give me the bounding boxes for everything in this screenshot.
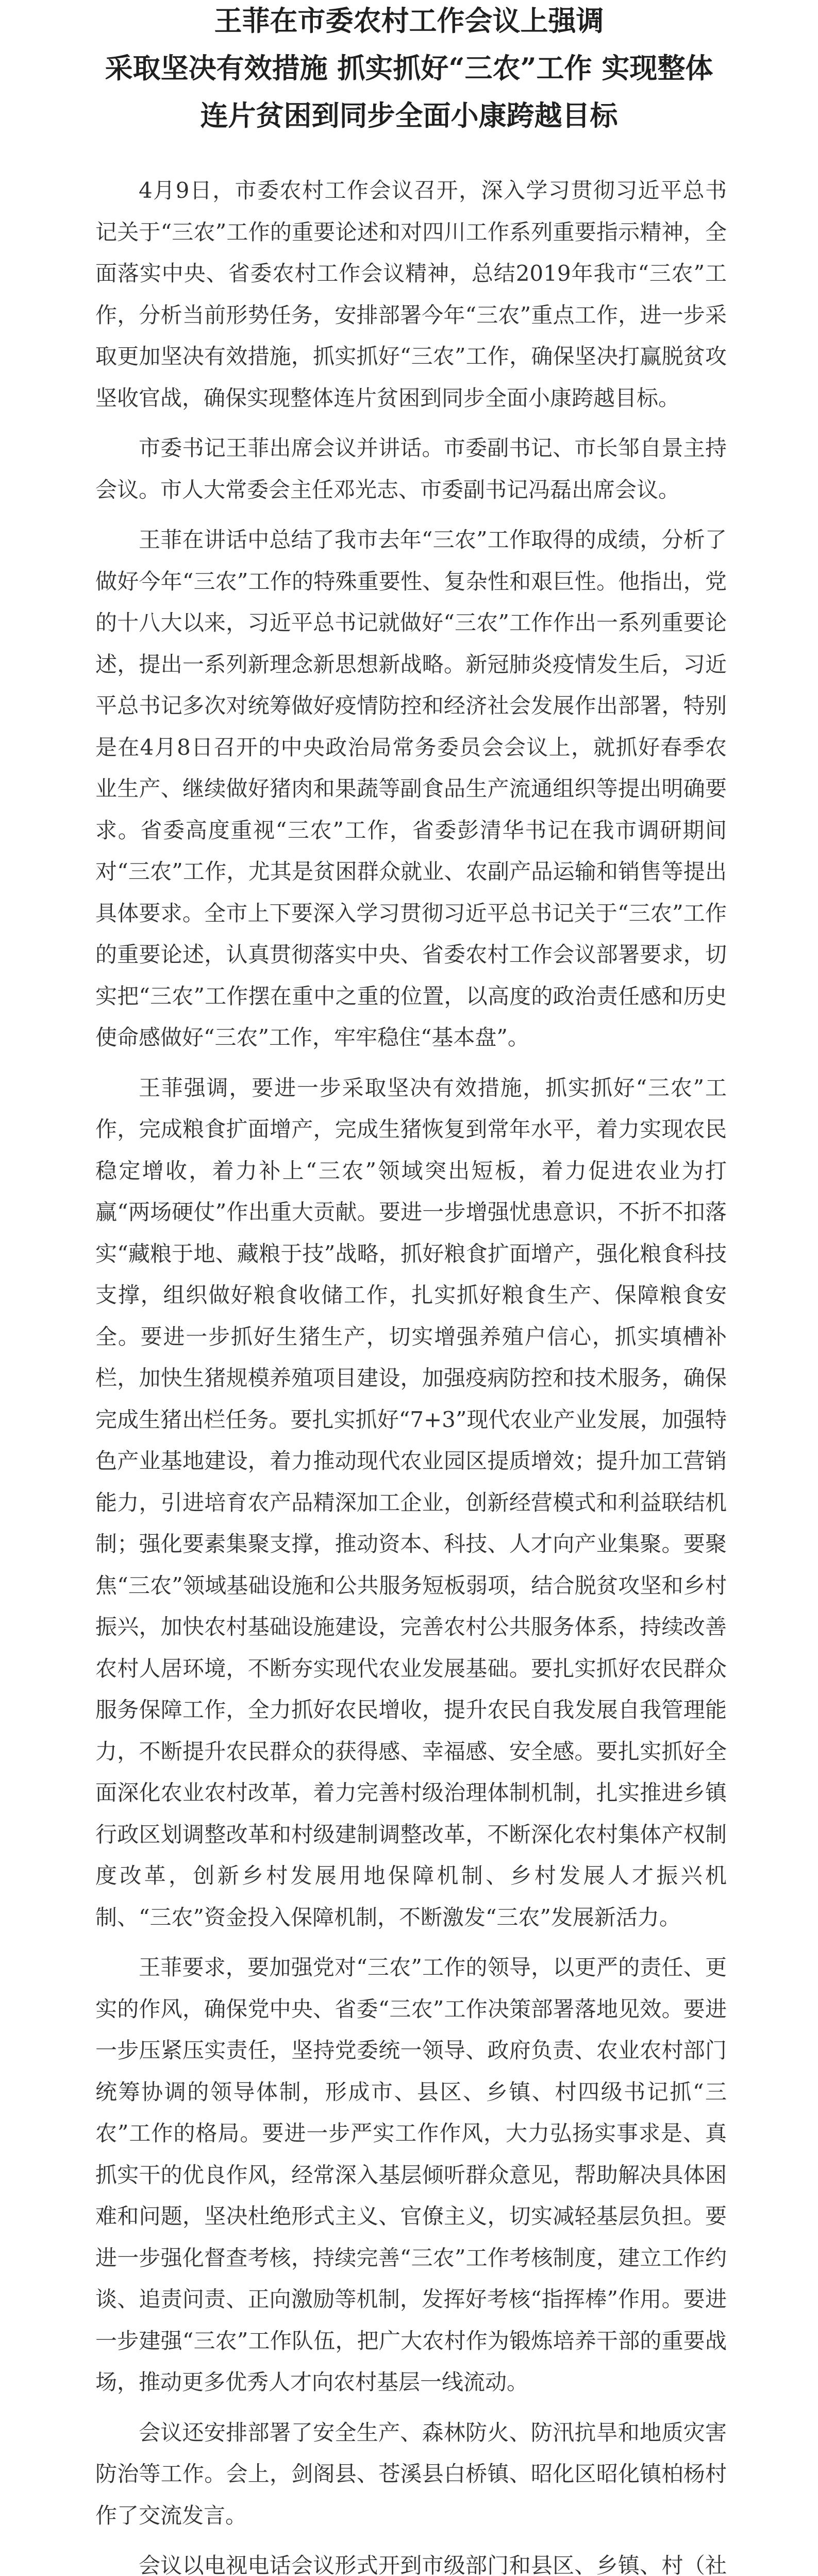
article-body bbox=[95, 170, 727, 2576]
paragraph-meeting-format: 会议以电视电话会议形式开到市级部门和县区、乡镇、村（社 bbox=[139, 2553, 727, 2576]
headline-line-3: 连片贫困到同步全面小康跨越目标 bbox=[200, 99, 618, 132]
paragraph-speech-summary: 王菲在讲话中总结了我市去年“三农”工作取得的成绩，分析了做好今年“三农”工作的特殊重要性、复杂性和艰巨性。他指出，党的十八大以来，习近平总书记就做好“三农”工作作出一系列重要论述，提出一系列新理念新思想新战略。新冠肺炎疫情发生后，习近平总书记多次对统筹做好疫情防控和经济社会发展作出部署，特别是在4月8日召开的中央政治局常务委员会会议上，就抓好春季农业生产、继续做好猪肉和果蔬等副食品生产流通组织等提出明确要求。省委高度重视“三农”工作，省委彭清华书记在我市调研期间对“三农”工作，尤其是贫困群众就业、农副产品运输和销售等提出具体要求。全市上下要深入学习贯彻习近平总书记关于“三农”工作的重要论述，认真贯彻落实中央、省委农村工作会议部署要求，切实把“三农”工作摆在重中之重的位置，以高度的政治责任感和历史使命感做好“三农”工作，牢牢稳住“基本盘”。 bbox=[95, 527, 727, 1050]
paragraph-attendees: 市委书记王菲出席会议并讲话。市委副书记、市长邹自景主持会议。市人大常委会主任邓光志、市委副书记冯磊出席会议。 bbox=[95, 435, 727, 502]
headline-line-2: 采取坚决有效措施 抓实抓好“三农”工作 实现整体 bbox=[105, 52, 713, 84]
paragraph-requirements: 王菲要求，要加强党对“三农”工作的领导，以更严的责任、更实的作风，确保党中央、省委“三农”工作决策部署落地见效。要进一步压紧压实责任，坚持党委统一领导、政府负责、农业农村部门统筹协调的领导体制，形成市、县区、乡镇、村四级书记抓“三农”工作的格局。要进一步严实工作作风，大力弘扬实事求是、真抓实干的优良作风，经常深入基层倾听群众意见，帮助解决具体困难和问题，坚决杜绝形式主义、官僚主义，切实减轻基层负担。要进一步强化督查考核，持续完善“三农”工作考核制度，建立工作约谈、追责问责、正向激励等机制，发挥好考核“指挥棒”作用。要进一步建强“三农”工作队伍，把广大农村作为锻炼培养干部的重要战场，推动更多优秀人才向农村基层一线流动。 bbox=[95, 1955, 727, 2395]
headline-line-1: 王菲在市委农村工作会议上强调 bbox=[214, 4, 604, 37]
paragraph-measures: 王菲强调，要进一步采取坚决有效措施，抓实抓好“三农”工作，完成粮食扩面增产，完成生猪恢复到常年水平，着力实现农民稳定增收，着力补上“三农”领域突出短板，着力促进农业为打赢“两场硬仗”作出重大贡献。要进一步增强忧患意识，不折不扣落实“藏粮于地、藏粮于技”战略，抓好粮食扩面增产，强化粮食科技支撑，组织做好粮食收储工作，扎实抓好粮食生产、保障粮食安全。要进一步抓好生猪生产，切实增强养殖户信心，抓实填槽补栏，加快生猪规模养殖项目建设，加强疫病防控和技术服务，确保完成生猪出栏任务。要扎实抓好“7+3”现代农业产业发展，加强特色产业基地建设，着力推动现代农业园区提质增效；提升加工营销能力，引进培育农产品精深加工企业，创新经营模式和利益联结机制；强化要素集聚支撑，推动资本、科技、人才向产业集聚。要聚焦“三农”领域基础设施和公共服务短板弱项，结合脱贫攻坚和乡村振兴，加快农村基础设施建设，完善农村公共服务体系，持续改善农村人居环境，不断夯实现代农业发展基础。要扎实抓好农民群众服务保障工作，全力抓好农民增收，提升农民自我发展自我管理能力，不断提升农民群众的获得感、幸福感、安全感。要扎实抓好全面深化农业农村改革，着力完善村级治理体制机制，扎实推进乡镇行政区划调整改革和村级建制调整改革，不断深化农村集体产权制度改革，创新乡村发展用地保障机制、乡村发展人才振兴机制、“三农”资金投入保障机制，不断激发“三农”发展新活力。 bbox=[95, 1075, 727, 1930]
paragraph-other-arrangements: 会议还安排部署了安全生产、森林防火、防汛抗旱和地质灾害防治等工作。会上，剑阁县、苍溪县白桥镇、昭化区昭化镇柏杨村作了交流发言。 bbox=[95, 2419, 727, 2528]
paragraph-meeting-intro: 4月9日，市委农村工作会议召开，深入学习贯彻习近平总书记关于“三农”工作的重要论述和对四川工作系列重要指示精神，全面落实中央、省委农村工作会议精神，总结2019年我市“三农”工作，分析当前形势任务，安排部署今年“三农”重点工作，进一步采取更加坚决有效措施，抓实抓好“三农”工作，确保坚决打赢脱贫攻坚收官战，确保实现整体连片贫困到同步全面小康跨越目标。 bbox=[95, 178, 727, 411]
